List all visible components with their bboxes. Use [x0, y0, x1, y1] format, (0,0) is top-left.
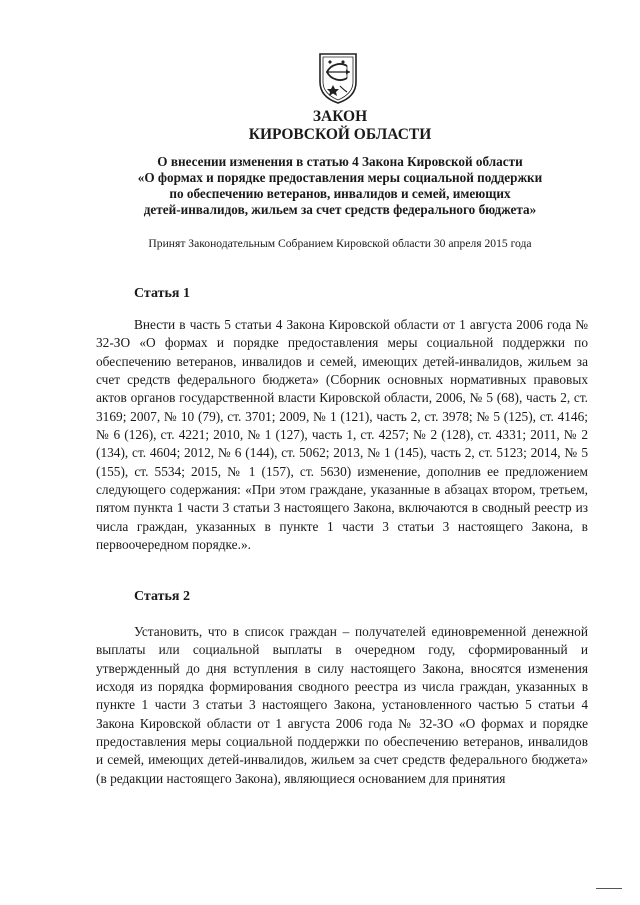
subject-line: детей-инвалидов, жильем за счет средств федерального бюджета»: [143, 202, 537, 217]
subject-line: «О формах и порядке предоставления меры социальной поддержки: [137, 170, 543, 185]
article-2-heading: Статья 2: [134, 589, 190, 604]
subject-line: по обеспечению ветеранов, инвалидов и семей, имеющих: [169, 186, 511, 201]
coat-of-arms-icon: [317, 52, 359, 104]
adoption-note: Принят Законодательным Собранием Кировской области 30 апреля 2015 года: [148, 237, 532, 250]
footer-divider: [596, 888, 622, 889]
law-title-line: ЗАКОН: [312, 108, 368, 125]
article-1-heading: Статья 1: [134, 286, 190, 301]
subject-line: О внесении изменения в статью 4 Закона Кировской области: [157, 154, 523, 169]
article-2-text: Установить, что в список граждан – получателей единовременной денежной выплаты или социальной выплаты в очередном году, сформированный и утвержденный до дня вступления в силу настоящего Закона, вносятся изменения исходя из порядка формирования сводного реестра из числа граждан, указанных в пункте 1 части 3 статьи 3 настоящего Закона, установленного частью 5 статьи 4 Закона Кировской области от 1 августа 2006 года № 32-ЗО «О формах и порядке предоставления меры социальной поддержки по обеспечению ветеранов, инвалидов и семей, имеющих детей-инвалидов, жильем за счет средств федерального бюджета» (в редакции настоящего Закона), являющиеся основанием для принятия: [96, 624, 588, 786]
law-title-line: КИРОВСКОЙ ОБЛАСТИ: [248, 126, 432, 143]
law-title: [90, 108, 590, 144]
article-1-text: Внести в часть 5 статьи 4 Закона Кировской области от 1 августа 2006 года № 32-ЗО «О формах и порядке предоставления меры социальной поддержки по обеспечению ветеранов, инвалидов и семей, имеющих детей-инвалидов, жильем за счет средств федерального бюджета» (Сборник основных нормативных правовых актов органов государственной власти Кировской области, 2006, № 5 (68), часть 2, ст. 3169; 2007, № 10 (79), ст. 3701; 2009, № 1 (121), часть 2, ст. 3978; № 5 (125), ст. 4146; № 6 (126), ст. 4221; 2010, № 1 (127), часть 1, ст. 4257; № 2 (128), ст. 4331; 2011, № 2 (134), ст. 4604; 2012, № 6 (144), ст. 5062; 2013, № 1 (145), часть 2, ст. 5123; 2014, № 5 (155), ст. 5534; 2015, № 1 (157), ст. 5630) изменение, дополнив ее предложением следующего содержания: «При этом граждане, указанные в абзацах втором, третьем, пятом пункта 1 части 3 статьи 3 настоящего Закона, включаются в сводный реестр из числа граждан, указанных в пункте 1 части 3 статьи 3 настоящего Закона, в первоочередном порядке.».: [96, 317, 588, 553]
law-subject: [96, 154, 584, 218]
